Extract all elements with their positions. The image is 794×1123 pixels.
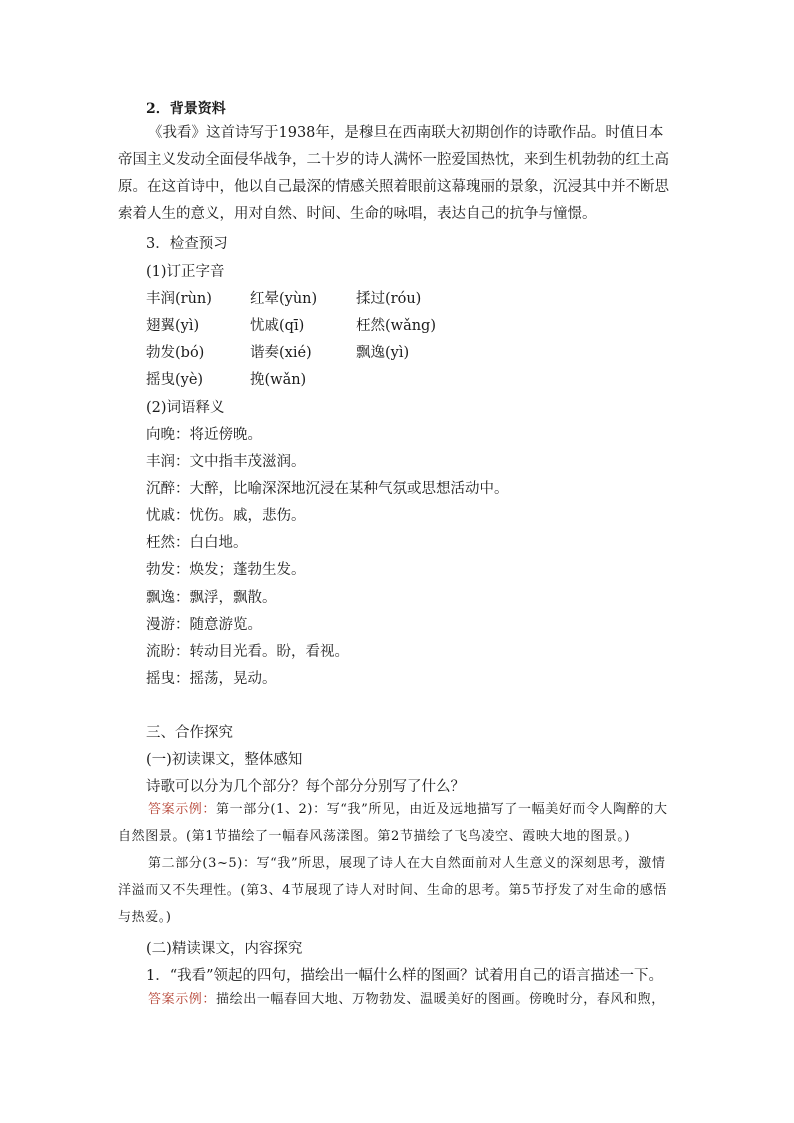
answer-text: 描绘出一幅春回大地、万物勃发、温暖美好的图画。傍晚时分，春风和煦， <box>216 992 665 1007</box>
answer-label: 答案示例： <box>148 992 217 1007</box>
definition-item: 勃发：焕发；蓬勃生发。 <box>146 562 306 578</box>
answer-text: 第二部分(3~5)：写“我”所思，展现了诗人在大自然面前对人生意义的深刻思考，激情洋溢而又不失理性。(第3、4节展现了诗人对时间、生命的思考。第5节抒发了对生命的感悟与热爱。) <box>118 856 668 925</box>
answer-2 <box>118 986 675 1013</box>
subheading-close-reading: (二)精读课文，内容探究 <box>146 941 303 957</box>
subheading-definitions: (2)词语释义 <box>146 400 225 416</box>
part-heading-cooperative: 三、合作探究 <box>146 725 233 741</box>
pronunciation-item: 飘逸(yì) <box>356 345 410 361</box>
definition-item: 向晚：将近傍晚。 <box>146 427 262 443</box>
pronunciation-item: 翅翼(yì) <box>146 318 200 334</box>
question-2: 1．“我看”领起的四句，描绘出一幅什么样的图画？试着用自己的语言描述一下。 <box>146 968 664 984</box>
definition-item: 飘逸：飘浮，飘散。 <box>146 590 277 606</box>
pronunciation-item: 枉然(wǎng) <box>356 318 436 334</box>
definition-item: 沉醉：大醉，比喻深深地沉浸在某种气氛或思想活动中。 <box>146 481 509 497</box>
pronunciation-item: 忧戚(qī) <box>250 318 305 334</box>
answer-1-part-2 <box>118 850 675 931</box>
pronunciation-item: 红晕(yùn) <box>250 291 318 307</box>
definition-item: 忧戚：忧伤。戚，悲伤。 <box>146 508 306 524</box>
subheading-first-reading: (一)初读课文，整体感知 <box>146 752 303 768</box>
subheading-pronunciation: (1)订正字音 <box>146 264 225 280</box>
answer-1-part-1 <box>118 796 675 850</box>
pronunciation-item: 谐奏(xié) <box>250 345 312 361</box>
pronunciation-item: 勃发(bó) <box>146 345 205 361</box>
definition-item: 枉然：白白地。 <box>146 535 248 551</box>
definition-item: 流盼：转动目光看。盼，看视。 <box>146 644 349 660</box>
section-heading-preview: 3．检查预习 <box>146 236 228 252</box>
definition-item: 摇曳：摇荡，晃动。 <box>146 671 277 687</box>
pronunciation-item: 丰润(rùn) <box>146 291 212 307</box>
background-paragraph <box>118 120 675 228</box>
pronunciation-item: 揉过(róu) <box>356 291 422 307</box>
pronunciation-item: 挽(wǎn) <box>250 372 307 388</box>
pronunciation-item: 摇曳(yè) <box>146 372 204 388</box>
background-text: 《我看》这首诗写于1938年，是穆旦在西南联大初期创作的诗歌作品。时值日本帝国主义发动全面侵华战争，二十岁的诗人满怀一腔爱国热忱，来到生机勃勃的红土高原。在这首诗中，他以自己最深的情感关照着眼前这幕瑰丽的景象，沉浸其中并不断思索着人生的意义，用对自然、时间、生命的咏唱，表达自己的抗争与憧憬。 <box>118 125 669 222</box>
definition-item: 丰润：文中指丰茂滋润。 <box>146 454 306 470</box>
question-1: 诗歌可以分为几个部分？每个部分分别写了什么？ <box>146 779 465 795</box>
section-heading-background: 2．背景资料 <box>146 101 226 117</box>
definition-item: 漫游：随意游览。 <box>146 617 262 633</box>
answer-label: 答案示例： <box>148 802 217 817</box>
answer-text: 第一部分(1、2)：写“我”所见，由近及远地描写了一幅美好而令人陶醉的大自然图景。(第1节描绘了一幅春风荡漾图。第2节描绘了飞鸟凌空、霞映大地的图景。) <box>118 802 668 844</box>
